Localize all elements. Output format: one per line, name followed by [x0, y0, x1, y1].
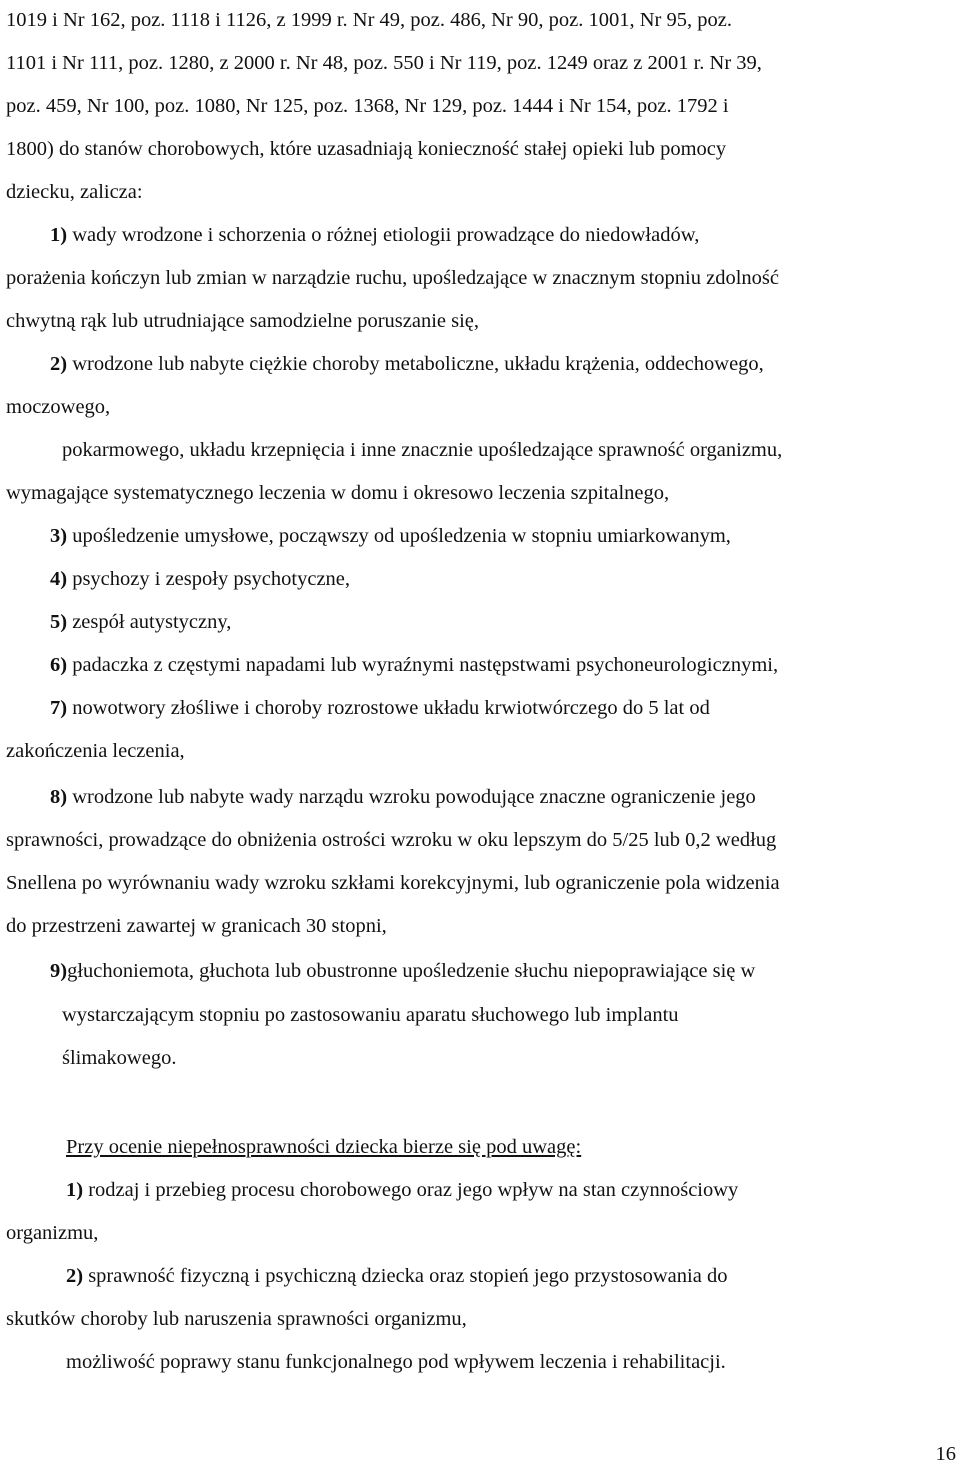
list-item: [50, 567, 350, 591]
item-text: padaczka z częstymi napadami lub wyraźnymi następstwami psychoneurologicznymi,: [67, 654, 779, 676]
list-item: [66, 1264, 727, 1288]
text-line: organizmu,: [6, 1222, 99, 1244]
page-number: 16: [935, 1443, 956, 1465]
list-item: [50, 959, 755, 983]
text-line: porażenia kończyn lub zmian w narządzie ruchu, upośledzające w znacznym stopniu zdolność: [6, 267, 779, 289]
item-text: nowotwory złośliwe i choroby rozrostowe układu krwiotwórczego do 5 lat od: [67, 697, 710, 719]
item-text: wady wrodzone i schorzenia o różnej etiologii prowadzące do niedowładów,: [67, 224, 700, 246]
text-line: 1101 i Nr 111, poz. 1280, z 2000 r. Nr 48, poz. 550 i Nr 119, poz. 1249 oraz z 2001 r. Nr 39,: [6, 52, 762, 74]
item-number: 5): [50, 611, 68, 633]
item-number: 1): [50, 224, 68, 246]
item-text: głuchoniemota, głuchota lub obustronne upośledzenie słuchu niepoprawiające się w: [67, 960, 756, 982]
list-item: [50, 785, 756, 809]
item-number: 6): [50, 654, 68, 676]
item-number: 9): [50, 960, 68, 982]
list-item: [66, 1178, 738, 1202]
text-line: skutków choroby lub naruszenia sprawności organizmu,: [6, 1308, 467, 1330]
list-item: [50, 223, 699, 247]
item-text: rodzaj i przebieg procesu chorobowego oraz jego wpływ na stan czynnościowy: [83, 1179, 739, 1201]
text-line: wymagające systematycznego leczenia w domu i okresowo leczenia szpitalnego,: [6, 482, 670, 504]
item-text: psychozy i zespoły psychotyczne,: [67, 568, 351, 590]
text-line: moczowego,: [6, 396, 111, 418]
text-line: Snellena po wyrównaniu wady wzroku szkłami korekcyjnymi, lub ograniczenie pola widzenia: [6, 872, 780, 894]
item-text: zespół autystyczny,: [67, 611, 232, 633]
text-line: pokarmowego, układu krzepnięcia i inne znacznie upośledzające sprawność organizmu,: [62, 439, 783, 461]
list-item: [50, 696, 710, 720]
item-number: 3): [50, 525, 68, 547]
text-line: chwytną rąk lub utrudniające samodzielne poruszanie się,: [6, 310, 480, 332]
text-line: możliwość poprawy stanu funkcjonalnego pod wpływem leczenia i rehabilitacji.: [66, 1351, 726, 1373]
text-line: poz. 459, Nr 100, poz. 1080, Nr 125, poz. 1368, Nr 129, poz. 1444 i Nr 154, poz. 1792 i: [6, 95, 729, 117]
text-line: dziecku, zalicza:: [6, 181, 143, 203]
list-item: [50, 524, 731, 548]
list-item: [50, 610, 231, 634]
item-text: wrodzone lub nabyte ciężkie choroby metaboliczne, układu krążenia, oddechowego,: [67, 353, 764, 375]
item-number: 4): [50, 568, 68, 590]
text-line: 1019 i Nr 162, poz. 1118 i 1126, z 1999 r. Nr 49, poz. 486, Nr 90, poz. 1001, Nr 95, poz.: [6, 9, 732, 31]
item-text: wrodzone lub nabyte wady narządu wzroku powodujące znaczne ograniczenie jego: [67, 786, 756, 808]
item-text: sprawność fizyczną i psychiczną dziecka oraz stopień jego przystosowania do: [83, 1265, 728, 1287]
item-number: 1): [66, 1179, 84, 1201]
section-heading: Przy ocenie niepełnosprawności dziecka bierze się pod uwagę:: [66, 1136, 582, 1158]
item-number: 2): [66, 1265, 84, 1287]
list-item: [50, 352, 764, 376]
text-line: 1800) do stanów chorobowych, które uzasadniają konieczność stałej opieki lub pomocy: [6, 138, 727, 160]
item-number: 8): [50, 786, 68, 808]
text-line: ślimakowego.: [62, 1047, 177, 1069]
text-line: do przestrzeni zawartej w granicach 30 stopni,: [6, 915, 387, 937]
item-number: 7): [50, 697, 68, 719]
text-line: sprawności, prowadzące do obniżenia ostrości wzroku w oku lepszym do 5/25 lub 0,2 według: [6, 829, 777, 851]
text-line: wystarczającym stopniu po zastosowaniu aparatu słuchowego lub implantu: [62, 1004, 679, 1026]
item-text: upośledzenie umysłowe, począwszy od upośledzenia w stopniu umiarkowanym,: [67, 525, 731, 547]
list-item: [50, 653, 778, 677]
item-number: 2): [50, 353, 68, 375]
text-line: zakończenia leczenia,: [6, 740, 185, 762]
